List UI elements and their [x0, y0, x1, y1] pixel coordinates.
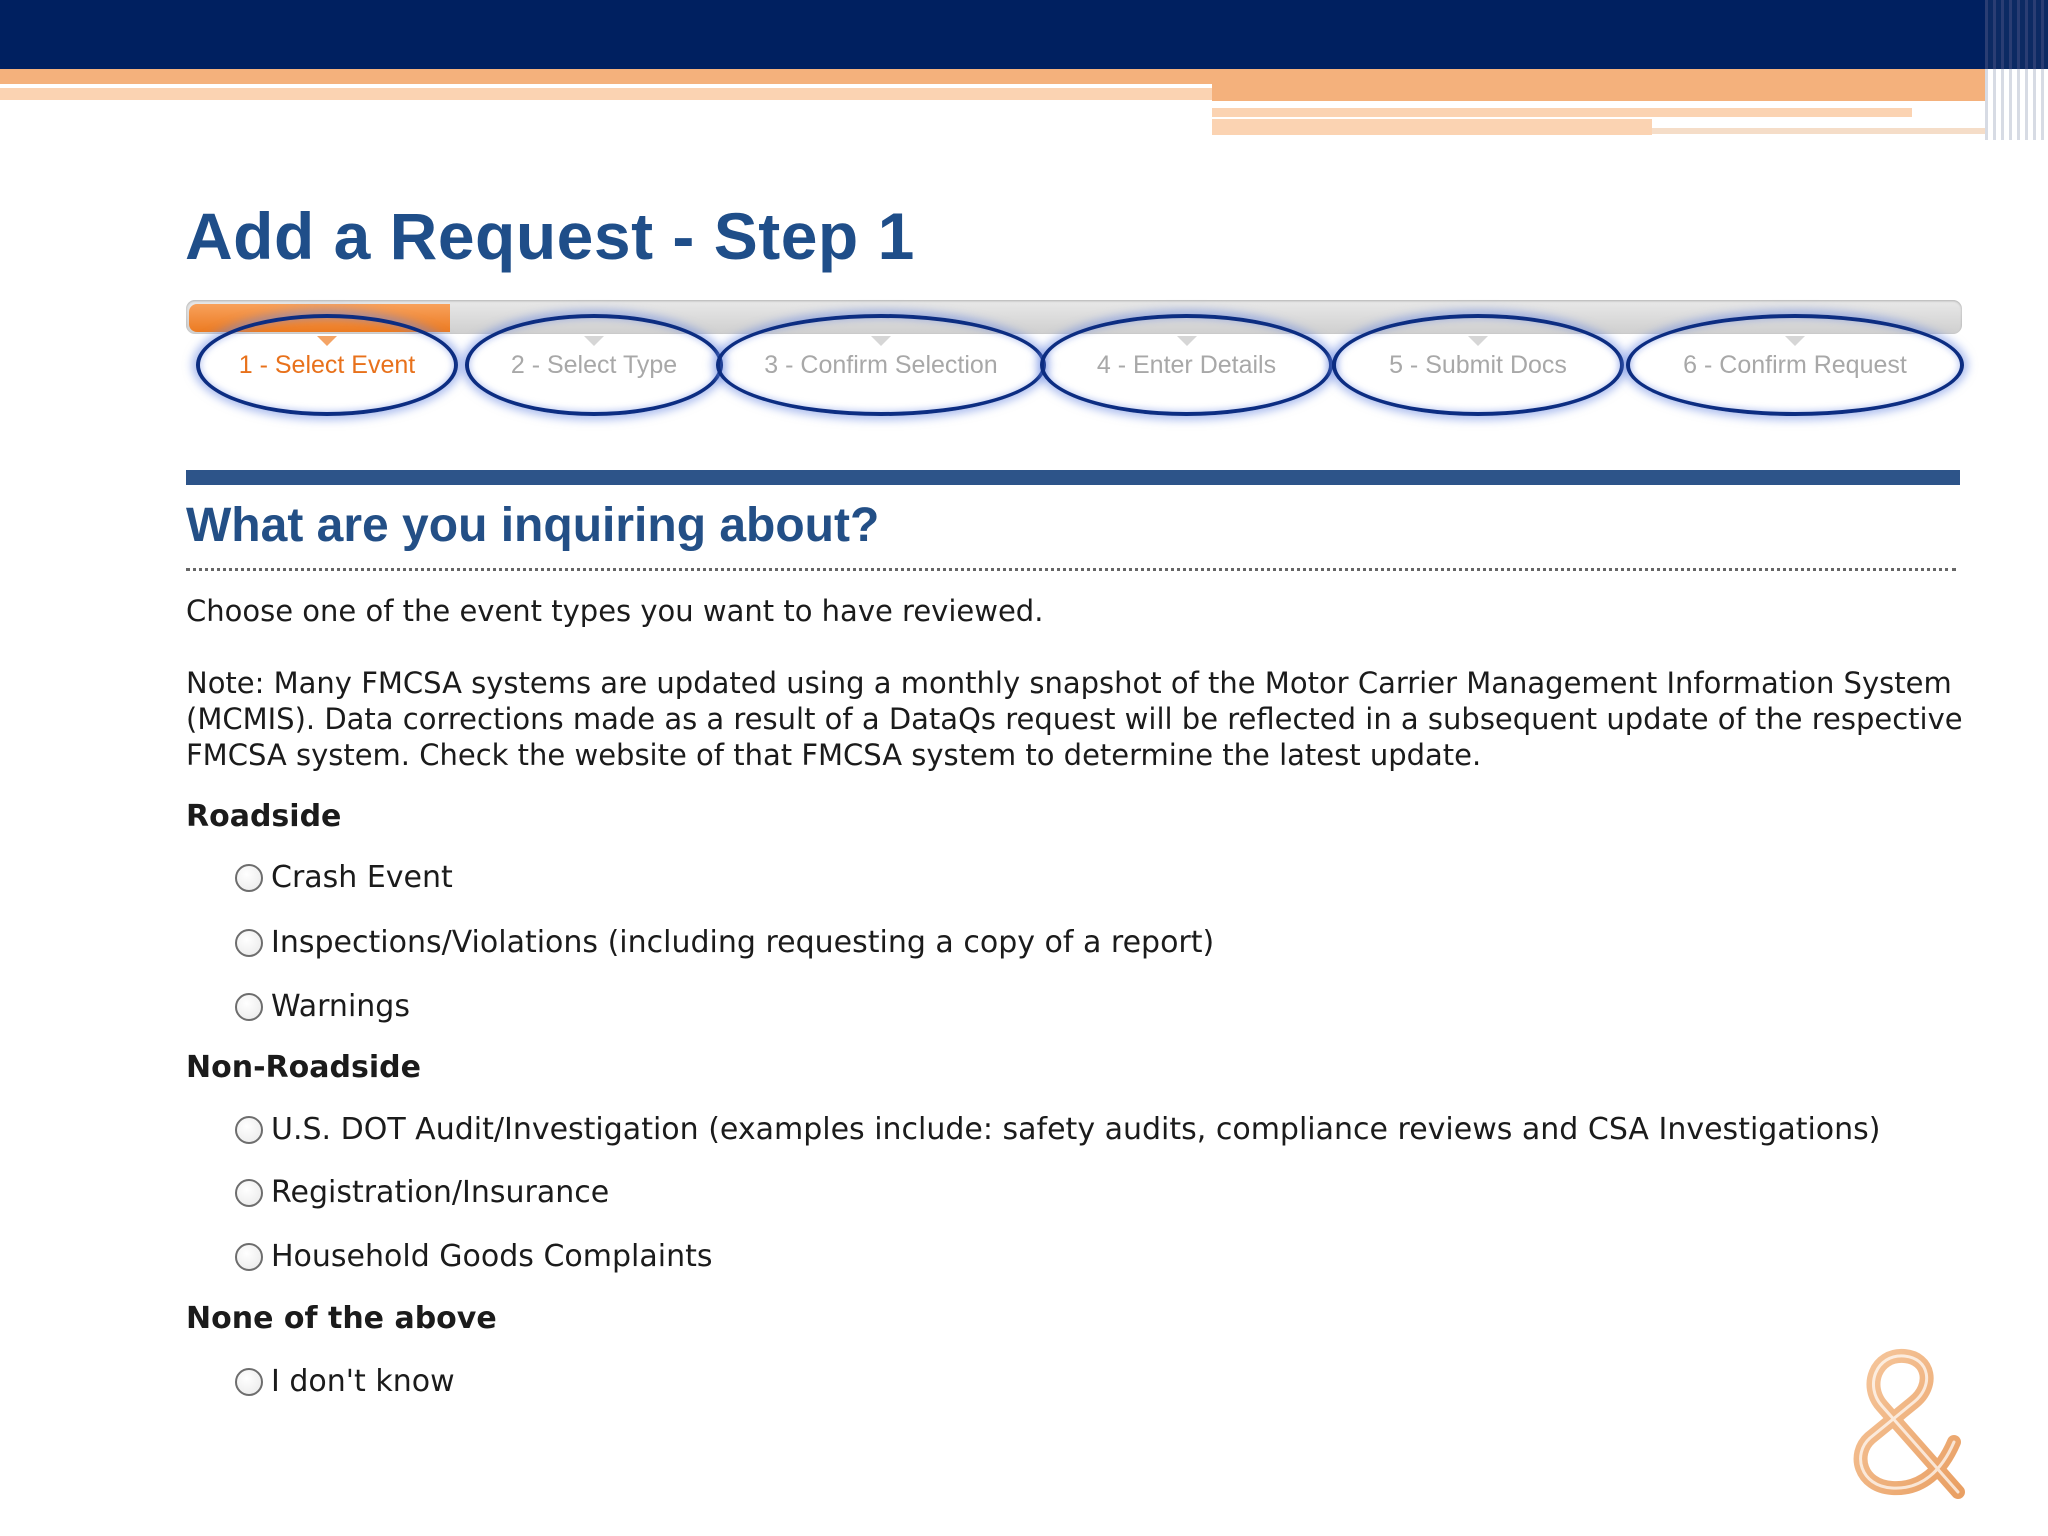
radio-option-label: Household Goods Complaints	[271, 1239, 713, 1274]
wizard-step-label: 6 - Confirm Request	[1683, 350, 1907, 379]
wizard-step-label: 5 - Submit Docs	[1389, 350, 1567, 379]
wizard-step-confirm-request[interactable]	[1626, 314, 1964, 416]
radio-button-icon[interactable]	[235, 1368, 263, 1396]
radio-button-icon[interactable]	[235, 1179, 263, 1207]
wizard-step-enter-details[interactable]	[1040, 314, 1333, 416]
question-heading: What are you inquiring about?	[186, 499, 880, 552]
wizard-step-label: 4 - Enter Details	[1096, 350, 1277, 379]
accent-stripe	[1212, 108, 1912, 117]
radio-button-icon[interactable]	[235, 1116, 263, 1144]
accent-stripe	[0, 88, 1212, 100]
accent-stripe	[0, 69, 1212, 84]
step-pointer-icon	[1785, 336, 1805, 346]
wizard-step-label: 1 - Select Event	[238, 350, 416, 379]
wizard-step-submit-docs[interactable]	[1332, 314, 1624, 416]
radio-button-icon[interactable]	[235, 993, 263, 1021]
page-title: Add a Request - Step 1	[185, 199, 915, 273]
radio-option-label: I don't know	[271, 1364, 455, 1399]
group-heading-roadside: Roadside	[186, 799, 342, 834]
radio-option-label: Inspections/Violations (including requesting a copy of a report)	[271, 925, 1215, 960]
group-heading-non-roadside: Non-Roadside	[186, 1050, 421, 1085]
radio-option-inspections-violations[interactable]	[235, 925, 1214, 960]
wizard-step-label: 2 - Select Type	[510, 350, 678, 379]
radio-option-crash-event[interactable]	[235, 860, 453, 895]
group-heading-none-of-the-above: None of the above	[186, 1301, 497, 1336]
wizard-step-select-type[interactable]	[465, 314, 723, 416]
radio-option-label: Warnings	[271, 989, 410, 1024]
radio-option-i-dont-know[interactable]	[235, 1364, 455, 1399]
radio-option-registration-insurance[interactable]	[235, 1175, 609, 1210]
top-banner	[0, 0, 2048, 69]
radio-option-label: Registration/Insurance	[271, 1175, 610, 1210]
ampersand-logo-icon	[1830, 1340, 1990, 1500]
section-divider-bar	[186, 470, 1960, 485]
radio-button-icon[interactable]	[235, 1243, 263, 1271]
accent-stripe	[1212, 119, 1652, 135]
wizard-step-confirm-selection[interactable]	[716, 314, 1046, 416]
step-pointer-icon	[584, 336, 604, 346]
step-pointer-icon	[317, 336, 337, 346]
dotted-divider	[186, 568, 1956, 571]
step-pointer-icon	[1177, 336, 1197, 346]
intro-text: Choose one of the event types you want to have reviewed.	[186, 594, 1044, 628]
accent-stripe	[1652, 128, 2007, 134]
radio-button-icon[interactable]	[235, 864, 263, 892]
wizard-step-label: 3 - Confirm Selection	[764, 350, 998, 379]
wizard-step-select-event[interactable]	[196, 314, 458, 416]
radio-option-household-goods[interactable]	[235, 1239, 713, 1274]
step-pointer-icon	[871, 336, 891, 346]
corner-decoration	[1985, 0, 2048, 69]
step-pointer-icon	[1468, 336, 1488, 346]
radio-option-label: Crash Event	[271, 860, 453, 895]
radio-button-icon[interactable]	[235, 929, 263, 957]
radio-option-label: U.S. DOT Audit/Investigation (examples include: safety audits, compliance reviews and CSA Investigations)	[271, 1112, 1881, 1147]
accent-stripe	[1212, 69, 2048, 101]
note-text: Note: Many FMCSA systems are updated using a monthly snapshot of the Motor Carrier Management Information System (MCMIS). Data corrections made as a result of a DataQs request will be reflected in a subsequent update of the respective FMCSA system. Check the website of that FMCSA system to determine the latest update.	[186, 666, 1963, 772]
radio-option-dot-audit[interactable]	[235, 1112, 1881, 1147]
radio-option-warnings[interactable]	[235, 989, 410, 1024]
